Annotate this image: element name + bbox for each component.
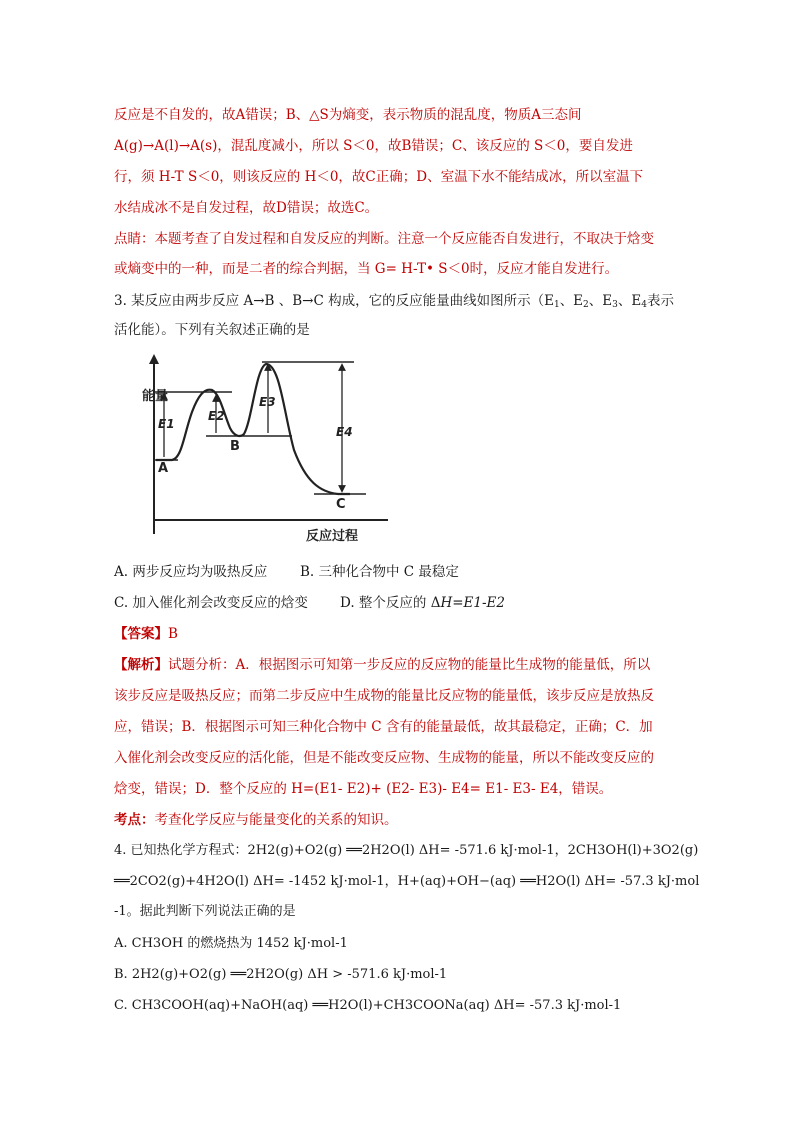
prev-analysis-line-4: 水结成冰不是自发过程，故D错误；故选C。 xyxy=(114,200,379,216)
q3-analysis-text-1: 试题分析：A．根据图示可知第一步反应的反应物的能量比生成物的能量低，所以 xyxy=(168,657,651,673)
q3-stem-1b: 表示 xyxy=(646,293,674,309)
q3-kaodian-line xyxy=(114,811,398,829)
q3-stem-1a: 3. 某反应由两步反应 A→B 、B→C 构成，它的反应能量曲线如图所示（E xyxy=(114,293,554,309)
q3-answer: B xyxy=(168,626,178,642)
label-B: B xyxy=(230,439,240,454)
q3-energy-diagram xyxy=(142,354,394,542)
q3-option-d-prefix: D. 整个反应的 Δ xyxy=(340,595,441,611)
q3-answer-label: 【答案】 xyxy=(114,626,168,642)
label-E1: E1 xyxy=(158,417,175,431)
q3-analysis-label: 【解析】 xyxy=(114,657,168,673)
q3-answer-line xyxy=(114,625,178,643)
prev-analysis-line-1: 反应是不自发的，故A错误；B、△S为熵变，表示物质的混乱度，物质A三态间 xyxy=(114,107,582,123)
label-C: C xyxy=(336,497,346,512)
prev-point-line-2: 或熵变中的一种，而是二者的综合判据，当 G= H-T• S＜0时，反应才能自发进行。 xyxy=(114,261,619,277)
q3-analysis-line-1 xyxy=(114,656,650,674)
q4-option-a: A. CH3OH 的燃烧热为 1452 kJ·mol-1 xyxy=(114,936,348,951)
label-A: A xyxy=(158,461,169,476)
label-E3: E3 xyxy=(259,395,276,409)
label-E2: E2 xyxy=(208,409,225,423)
q3-option-c: C. 加入催化剂会改变反应的焓变 xyxy=(114,595,308,611)
q3-kaodian: 考查化学反应与能量变化的关系的知识。 xyxy=(154,812,398,828)
q3-analysis-line-4: 入催化剂会改变反应的活化能，但是不能改变反应物、生成物的能量，所以不能改变反应的 xyxy=(114,750,654,766)
y-axis-arrow-icon xyxy=(149,354,159,364)
q4-stem-line-2: ══2CO2(g)+4H2O(l) ΔH= -1452 kJ·mol-1，H+(aq)+OH−(aq) ══H2O(l) ΔH= -57.3 kJ·mol xyxy=(114,874,700,889)
x-axis-label: 反应过程 xyxy=(306,529,359,542)
prev-point-text-1: 本题考查了自发过程和自发反应的判断。注意一个反应能否自发进行，不取决于焓变 xyxy=(154,231,654,247)
energy-curve xyxy=(156,364,350,494)
q3-stem-line-1: 3. 某反应由两步反应 A→B 、B→C 构成，它的反应能量曲线如图所示（$E_1$、$E_2$、$E_3$、$E_4$表示 xyxy=(114,293,674,310)
q3-kaodian-label: 考点： xyxy=(114,812,155,828)
q3-option-b: B. 三种化合物中 C 最稳定 xyxy=(300,564,459,580)
q4-option-c: C. CH3COOH(aq)+NaOH(aq) ══H2O(l)+CH3COONa(aq) ΔH= -57.3 kJ·mol-1 xyxy=(114,998,622,1013)
q3-analysis-line-5: 焓变，错误；D．整个反应的 H=(E1- E2)+ (E2- E3)- E4= E1- E3- E4，错误。 xyxy=(114,781,613,797)
q4-stem-line-3: -1。据此判断下列说法正确的是 xyxy=(114,904,296,919)
label-E4: E4 xyxy=(336,425,353,439)
y-axis-label: 能量 xyxy=(142,389,169,404)
q3-analysis-line-3: 应，错误；B．根据图示可知三种化合物中 C 含有的能量最低，故其最稳定，正确；C．加 xyxy=(114,719,653,735)
prev-point-line-1 xyxy=(114,230,654,248)
q3-analysis-line-2: 该步反应是吸热反应；而第二步反应中生成物的能量比反应物的能量低，该步反应是放热反 xyxy=(114,688,654,704)
q3-option-d-rest: H=E1-E2 xyxy=(440,595,506,611)
q3-stem-line-2: 活化能）。下列有关叙述正确的是 xyxy=(114,322,310,338)
prev-analysis-line-3: 行，须 H-T S＜0，则该反应的 H＜0，故C正确；D、室温下水不能结成冰，所以室温下 xyxy=(114,169,644,185)
q4-stem-line-1: 4. 已知热化学方程式：2H2(g)+O2(g) ══2H2O(l) ΔH= -571.6 kJ·mol-1，2CH3OH(l)+3O2(g) xyxy=(114,843,699,858)
prev-point-label: 点睛： xyxy=(114,231,155,247)
q3-option-a: A. 两步反应均为吸热反应 xyxy=(114,564,268,580)
q4-option-b: B. 2H2(g)+O2(g) ══2H2O(g) ΔH > -571.6 kJ·mol-1 xyxy=(114,967,448,982)
q3-option-d xyxy=(340,594,505,612)
prev-analysis-line-2: A(g)→A(l)→A(s)，混乱度减小，所以 S＜0，故B错误；C、该反应的 S＜0，要自发进 xyxy=(114,138,633,154)
